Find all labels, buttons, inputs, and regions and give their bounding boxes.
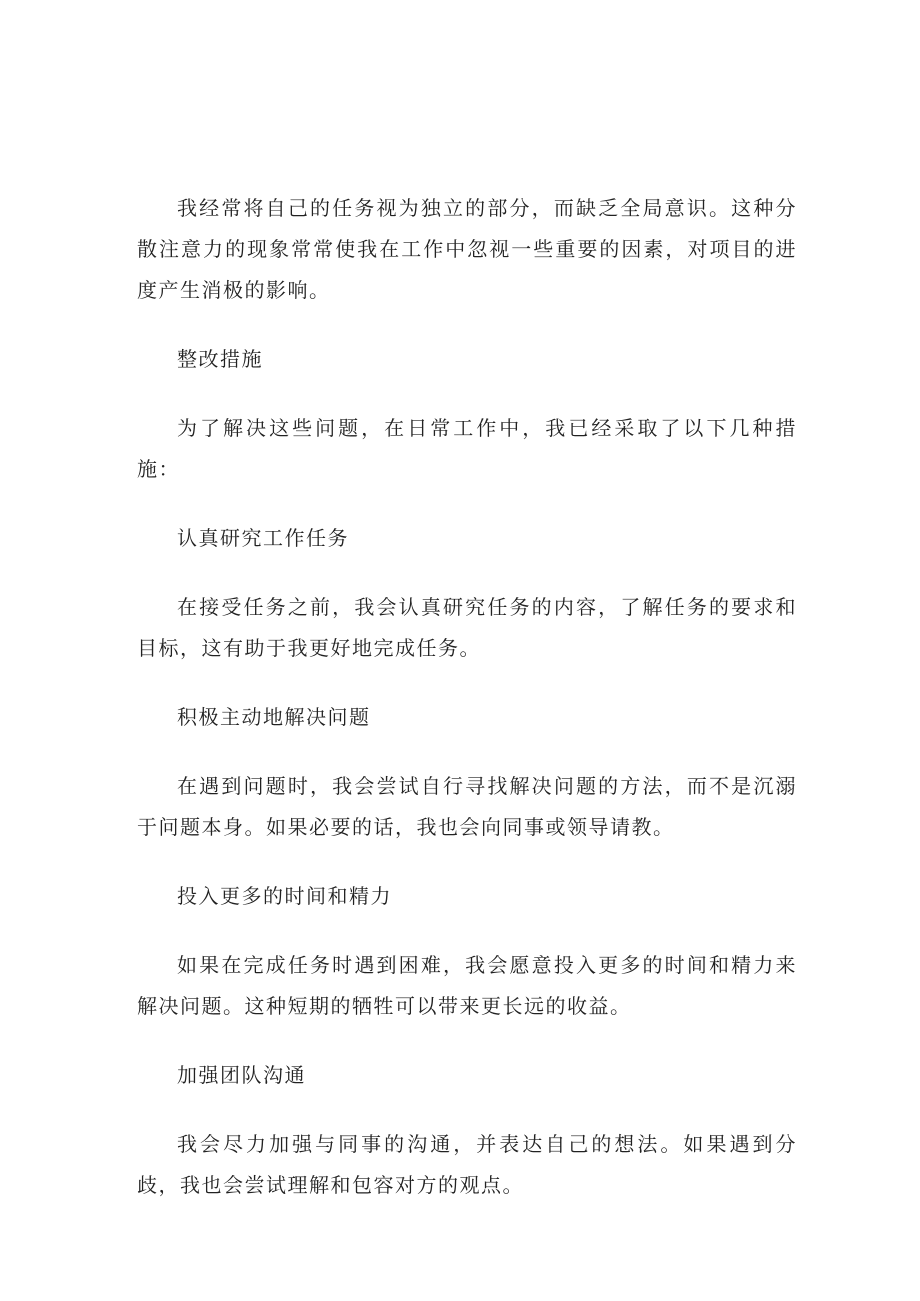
paragraph-study-tasks: 在接受任务之前，我会认真研究任务的内容，了解任务的要求和目标，这有助于我更好地完成任务。 [137,595,797,660]
paragraph-team-communication: 我会尽力加强与同事的沟通，并表达自己的想法。如果遇到分歧，我也会尝试理解和包容对方的观点。 [137,1132,797,1197]
paragraph-focus-issue: 我经常将自己的任务视为独立的部分，而缺乏全局意识。这种分散注意力的现象常常使我在工作中忽视一些重要的因素，对项目的进度产生消极的影响。 [137,196,797,302]
paragraph-solve-problems: 在遇到问题时，我会尝试自行寻找解决问题的方法，而不是沉溺于问题本身。如果必要的话，我也会向同事或领导请教。 [137,774,797,839]
paragraph-invest-time: 如果在完成任务时遇到困难，我会愿意投入更多的时间和精力来解决问题。这种短期的牺牲可以带来更长远的收益。 [137,953,797,1018]
heading-invest-time: 投入更多的时间和精力 [177,884,392,908]
heading-team-communication: 加强团队沟通 [177,1063,306,1087]
paragraph-measures-intro: 为了解决这些问题，在日常工作中，我已经采取了以下几种措施： [137,416,797,481]
document-body [137,188,797,1234]
heading-corrective-measures: 整改措施 [177,347,263,371]
heading-solve-problems: 积极主动地解决问题 [177,705,371,729]
heading-study-tasks: 认真研究工作任务 [177,526,349,550]
